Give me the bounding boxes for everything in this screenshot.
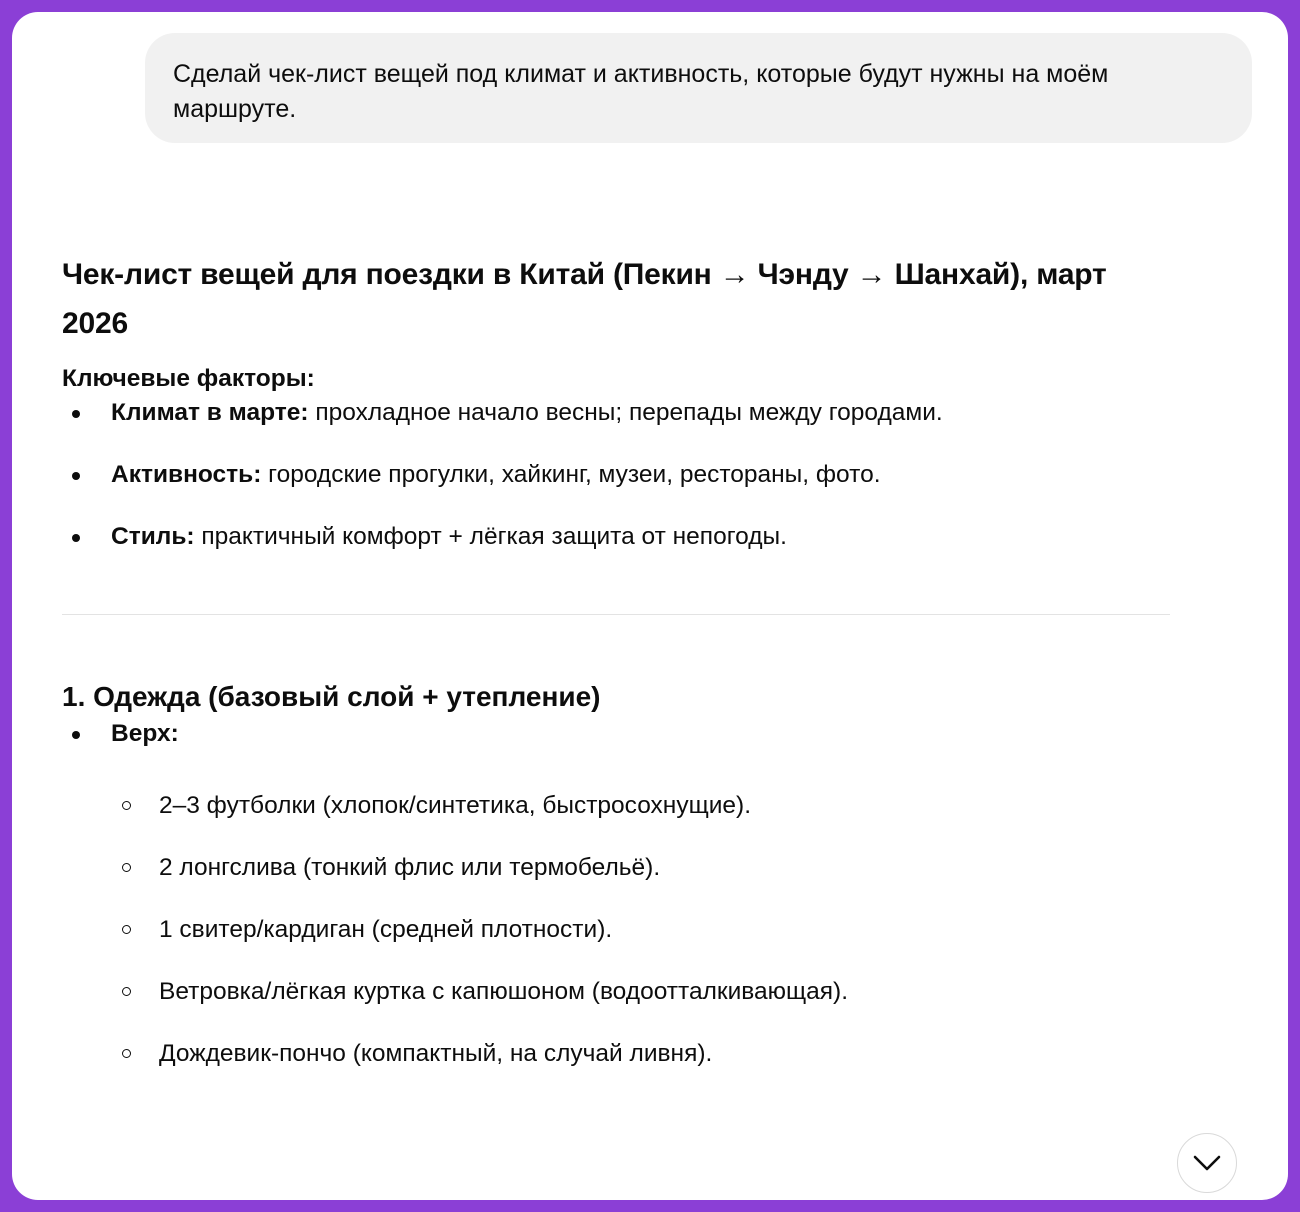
clothing-list: [62, 717, 1172, 1071]
circle-bullet-icon: [122, 863, 131, 872]
item-text: 1 свитер/кардиган (средней плотности).: [159, 916, 613, 943]
circle-bullet-icon: [122, 1049, 131, 1058]
assistant-answer: [62, 250, 1172, 1071]
circle-bullet-icon: [122, 987, 131, 996]
divider: [62, 614, 1170, 615]
list-item: [62, 717, 1172, 1071]
key-factors-heading: Ключевые факторы:: [62, 365, 315, 392]
circle-bullet-icon: [122, 925, 131, 934]
item-text: Дождевик-пончо (компактный, на случай ливня).: [159, 1040, 713, 1067]
section-title: 1. Одежда (базовый слой + утепление): [62, 681, 601, 712]
list-item: [111, 851, 1172, 885]
chevron-down-icon: [1192, 1154, 1222, 1172]
factor-label: Стиль:: [111, 523, 195, 550]
bullet-icon: [72, 534, 80, 542]
key-factors-list: [62, 396, 1172, 554]
list-item: [62, 520, 1172, 554]
scroll-down-button[interactable]: [1177, 1133, 1237, 1193]
item-text: 2–3 футболки (хлопок/синтетика, быстросохнущие).: [159, 792, 752, 819]
item-text: Ветровка/лёгкая куртка с капюшоном (водоотталкивающая).: [159, 978, 849, 1005]
user-message-bubble: [145, 33, 1252, 143]
bullet-icon: [72, 472, 80, 480]
list-item: [111, 1037, 1172, 1071]
factor-label: Активность:: [111, 461, 262, 488]
bullet-icon: [72, 731, 80, 739]
list-item: [111, 975, 1172, 1009]
factor-text: прохладное начало весны; перепады между городами.: [308, 399, 943, 426]
chat-window: [12, 12, 1288, 1200]
factor-text: городские прогулки, хайкинг, музеи, рестораны, фото.: [261, 461, 881, 488]
factor-label: Климат в марте:: [111, 399, 309, 426]
bullet-icon: [72, 410, 80, 418]
top-label: Верх:: [111, 720, 179, 747]
list-item: [111, 913, 1172, 947]
list-item: [62, 458, 1172, 492]
factor-text: практичный комфорт + лёгкая защита от непогоды.: [194, 523, 787, 550]
top-items-list: [111, 789, 1172, 1071]
answer-title: Чек-лист вещей для поездки в Китай (Пекин → Чэнду → Шанхай), март 2026: [62, 258, 1107, 340]
user-message-text: Сделай чек-лист вещей под климат и активность, которые будут нужны на моём маршруте.: [173, 60, 1109, 123]
list-item: [62, 396, 1172, 430]
list-item: [111, 789, 1172, 823]
item-text: 2 лонгслива (тонкий флис или термобельё).: [159, 854, 661, 881]
circle-bullet-icon: [122, 801, 131, 810]
